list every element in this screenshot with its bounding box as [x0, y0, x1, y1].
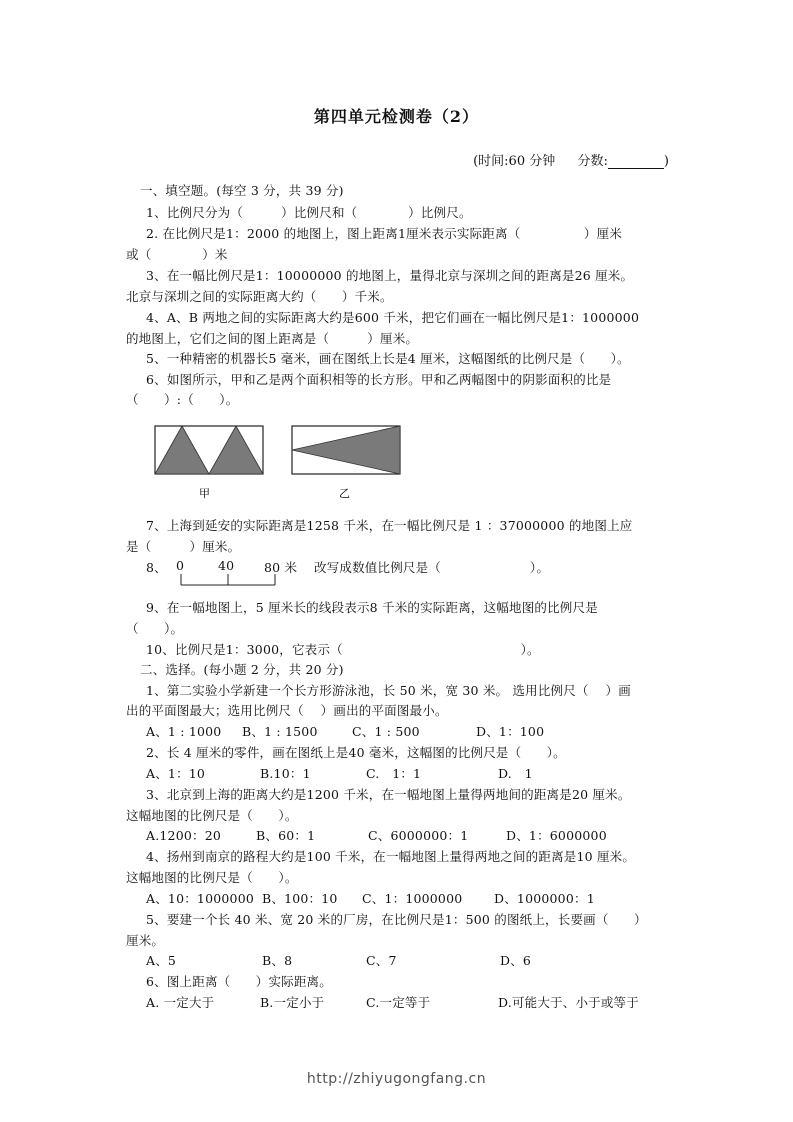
- shaded-triangle-2: [209, 426, 263, 474]
- choice-3-line-1: 3、北京到上海的距离大约是1200 千米，在一幅地图上量得两地间的距离是20 厘米。: [146, 787, 631, 802]
- option: A、1：10: [146, 766, 206, 781]
- option: B.10：1: [260, 766, 311, 781]
- question-2-line-1: 2. 在比例尺是1：2000 的地图上，图上距离1厘米表示实际距离（ ）厘米: [146, 226, 622, 241]
- scale-tick-80: 80 米: [264, 560, 298, 575]
- section-1-heading: 一、填空题。(每空 3 分，共 39 分): [140, 183, 344, 198]
- option: A、5: [146, 953, 177, 968]
- question-9-line-2: （ ）。: [126, 621, 184, 636]
- choice-1-line-2: 出的平面图最大；选用比例尺（ ）画出的平面图最小。: [126, 703, 448, 718]
- option: C、7: [366, 953, 397, 968]
- time-info: (时间:60 分钟: [473, 154, 556, 169]
- option: B、100：10: [262, 891, 338, 906]
- choice-3-options: [146, 826, 607, 844]
- option: B、8: [262, 953, 293, 968]
- question-7-line-2: 是（ ）厘米。: [126, 539, 241, 554]
- shaded-triangle-3: [292, 426, 400, 474]
- question-8-number: 8、: [146, 560, 167, 575]
- option: B、60：1: [256, 828, 316, 843]
- option: D、6: [500, 953, 532, 968]
- question-3-line-1: 3、在一幅比例尺是1：10000000 的地图上，量得北京与深圳之间的距离是26 厘米。: [146, 268, 634, 283]
- question-10: 10、比例尺是1：3000，它表示（ ）。: [146, 642, 540, 657]
- question-7-line-1: 7、上海到延安的实际距离是1258 千米，在一幅比例尺是 1 ：37000000 的地图上应: [146, 518, 633, 533]
- shaded-triangle-1: [155, 426, 209, 474]
- area-figure: [150, 420, 410, 505]
- label-jia: 甲: [199, 487, 210, 500]
- option: A. 一定大于: [146, 995, 215, 1010]
- section-2-heading: 二、选择。(每小题 2 分，共 20 分): [140, 662, 344, 677]
- choice-6: 6、图上距离（ ）实际距离。: [146, 974, 332, 989]
- option: D. 1: [498, 766, 533, 781]
- option: C、1：1000000: [362, 891, 463, 906]
- choice-1-options: [146, 722, 544, 740]
- choice-3-line-2: 这幅地图的比例尺是（ ）。: [126, 808, 298, 823]
- question-4-line-2: 的地图上，它们之间的图上距离是（ ）厘米。: [126, 331, 419, 346]
- choice-5-line-1: 5、要建一个长 40 米、宽 20 米的厂房，在比例尺是1：500 的图纸上，长要画（ ）: [146, 912, 647, 927]
- line-scale-bar: [176, 572, 286, 592]
- choice-6-options: [146, 993, 639, 1011]
- option: C. 1：1: [366, 766, 422, 781]
- exam-meta: [473, 150, 669, 169]
- question-8-text: 改写成数值比例尺是（ ）。: [314, 560, 550, 575]
- option: B.一定小于: [260, 995, 325, 1010]
- meta-close: ): [663, 154, 669, 169]
- option: A.1200：20: [146, 828, 222, 843]
- option: D、1：6000000: [506, 828, 607, 843]
- option: D、1000000：1: [494, 891, 595, 906]
- option: B、1 : 1500: [242, 724, 318, 739]
- option: C、6000000：1: [368, 828, 469, 843]
- score-blank: [608, 156, 664, 169]
- option: A、1 : 1000: [146, 724, 222, 739]
- choice-1-line-1: 1、第二实验小学新建一个长方形游泳池，长 50 米，宽 30 米。 选用比例尺（ ）画: [146, 683, 631, 698]
- option: C.一定等于: [366, 995, 431, 1010]
- question-2-line-2: 或（ ）米: [126, 247, 228, 262]
- score-label: 分数:: [577, 154, 608, 169]
- question-5: 5、一种精密的机器长5 毫米，画在图纸上长是4 厘米，这幅图纸的比例尺是（ ）。: [146, 351, 630, 366]
- choice-4-line-1: 4、扬州到南京的路程大约是100 千米，在一幅地图上量得两地之间的距离是10 厘米。: [146, 849, 636, 864]
- page-title: 第四单元检测卷（2）: [313, 107, 480, 126]
- question-3-line-2: 北京与深圳之间的实际距离大约（ ）千米。: [126, 289, 393, 304]
- option: D、1：100: [476, 724, 545, 739]
- question-6-line-1: 6、如图所示，甲和乙是两个面积相等的长方形。甲和乙两幅图中的阴影面积的比是: [146, 372, 612, 387]
- choice-2: 2、长 4 厘米的零件，画在图纸上是40 毫米，这幅图的比例尺是（ ）。: [146, 745, 566, 760]
- footer-url: http://zhiyugongfang.cn: [306, 1071, 487, 1087]
- question-6-line-2: （ ）:（ ）。: [126, 392, 239, 407]
- choice-4-line-2: 这幅地图的比例尺是（ ）。: [126, 870, 298, 885]
- scale-tick-0: 0: [176, 558, 185, 573]
- choice-5-line-2: 厘米。: [126, 933, 165, 948]
- question-9-line-1: 9、在一幅地图上，5 厘米长的线段表示8 千米的实际距离，这幅地图的比例尺是: [146, 600, 598, 615]
- label-yi: 乙: [339, 487, 350, 500]
- choice-5-options: [146, 951, 531, 969]
- choice-4-options: [146, 889, 595, 907]
- option: D.可能大于、小于或等于: [498, 995, 639, 1010]
- rectangle-jia: [155, 426, 263, 474]
- option: A、10：1000000: [146, 891, 255, 906]
- choice-2-options: [146, 764, 533, 782]
- option: C、1 : 500: [352, 724, 420, 739]
- rectangle-yi: [292, 426, 400, 474]
- scale-tick-40: 40: [218, 558, 235, 573]
- question-1: 1、比例尺分为（ ）比例尺和（ ）比例尺。: [146, 205, 472, 220]
- question-4-line-1: 4、A、B 两地之间的实际距离大约是600 千米，把它们画在一幅比例尺是1：1000000: [146, 310, 640, 325]
